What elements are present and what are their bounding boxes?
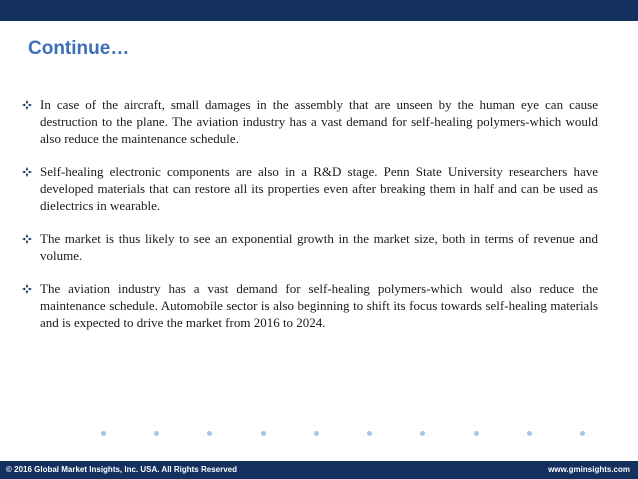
dot <box>367 431 372 436</box>
bullet-text: The aviation industry has a vast demand for self-healing polymers-which would also reduce the maintenance schedule. Automobile sector is also beginning to shift its focus towards self-healing materials and is expected to drive the market from 2016 to 2024. <box>40 281 598 330</box>
bullet-item <box>22 280 598 331</box>
dot <box>580 431 585 436</box>
dot <box>527 431 532 436</box>
bullet-text: In case of the aircraft, small damages in the assembly that are unseen by the human eye can cause destruction to the plane. The aviation industry has a vast demand for self-healing polymers-which would also reduce the maintenance schedule. <box>40 97 598 146</box>
diamond-bullet-icon <box>22 167 32 177</box>
bullet-text: The market is thus likely to see an exponential growth in the market size, both in terms of revenue and volume. <box>40 231 598 263</box>
diamond-bullet-icon <box>22 234 32 244</box>
bullet-text: Self-healing electronic components are also in a R&D stage. Penn State University researchers have developed materials that can restore all its properties even after breaking them in half and can be used as dielectrics in wearable. <box>40 164 598 213</box>
bullet-item <box>22 230 598 264</box>
footer-copyright: © 2016 Global Market Insights, Inc. USA. All Rights Reserved <box>6 465 237 474</box>
dot <box>101 431 106 436</box>
header-bar <box>0 0 638 21</box>
bullet-item <box>22 96 598 147</box>
dot <box>474 431 479 436</box>
diamond-bullet-icon <box>22 100 32 110</box>
diamond-bullet-icon <box>22 284 32 294</box>
footer-website-link[interactable]: www.gminsights.com <box>548 465 630 474</box>
slide-title: Continue… <box>28 38 130 59</box>
dot <box>154 431 159 436</box>
dot <box>314 431 319 436</box>
dot <box>207 431 212 436</box>
decorative-dots <box>101 430 585 436</box>
footer-bar <box>0 461 638 479</box>
bullet-list <box>22 96 598 331</box>
dot <box>420 431 425 436</box>
bullet-item <box>22 163 598 214</box>
dot <box>261 431 266 436</box>
